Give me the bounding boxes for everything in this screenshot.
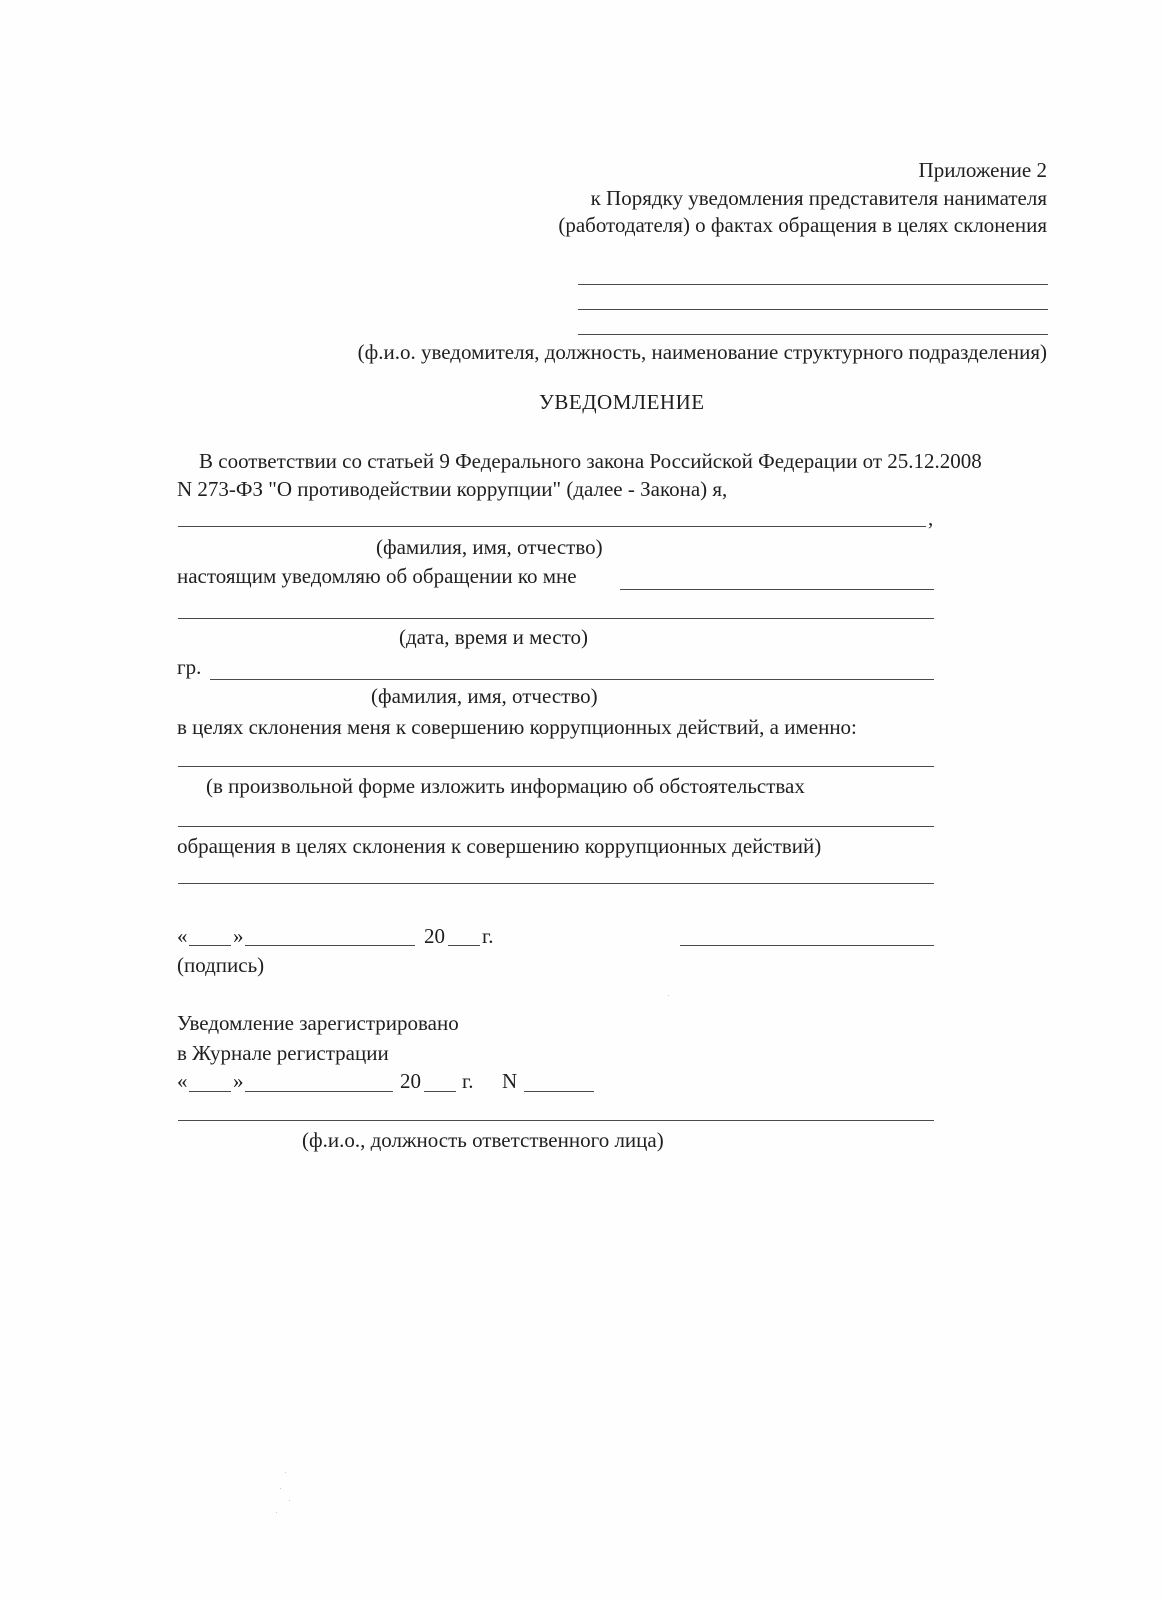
- fio-line-comma: ,: [928, 506, 934, 530]
- details-line-1[interactable]: [178, 766, 934, 767]
- signature-day-field[interactable]: [189, 945, 231, 946]
- intro-line-1: В соответствии со статьей 9 Федерального закона Российской Федерации от 25.12.2008: [199, 449, 982, 473]
- purpose-text: в целях склонения меня к совершению коррупционных действий, а именно:: [177, 715, 857, 739]
- scan-speck: [280, 1488, 281, 1489]
- registration-date-open: «: [177, 1069, 188, 1093]
- details-line-3[interactable]: [178, 883, 934, 884]
- contact-line-1[interactable]: [620, 589, 934, 590]
- free-form-caption-2: обращения в целях склонения к совершению коррупционных действий): [177, 834, 822, 858]
- registration-year-suffix: г.: [462, 1069, 474, 1093]
- scan-speck: [289, 1500, 290, 1501]
- registration-year-prefix: 20: [400, 1069, 421, 1093]
- addressee-line-3[interactable]: [578, 334, 1048, 335]
- intro-line-2: N 273-ФЗ "О противодействии коррупции" (далее - Закона) я,: [177, 477, 728, 501]
- signature-year-field[interactable]: [448, 945, 480, 946]
- fio-line[interactable]: [178, 526, 926, 527]
- signature-caption: (подпись): [177, 953, 265, 977]
- details-line-2[interactable]: [178, 826, 934, 827]
- fio-caption-2: (фамилия, имя, отчество): [371, 684, 598, 708]
- signature-field[interactable]: [680, 945, 934, 946]
- addressee-line-2[interactable]: [578, 309, 1048, 310]
- fio-caption-1: (фамилия, имя, отчество): [376, 535, 603, 559]
- datetime-caption: (дата, время и место): [399, 625, 588, 649]
- gr-fio-line[interactable]: [210, 679, 934, 680]
- addressee-caption: (ф.и.о. уведомителя, должность, наименование структурного подразделения): [357, 340, 1047, 364]
- registration-date-close: »: [233, 1069, 244, 1093]
- registration-line-1: Уведомление зарегистрировано: [177, 1011, 459, 1035]
- registration-month-field[interactable]: [245, 1091, 393, 1092]
- scan-speck: [285, 1472, 286, 1473]
- document-title: УВЕДОМЛЕНИЕ: [539, 390, 705, 414]
- signature-month-field[interactable]: [245, 945, 415, 946]
- signature-year-prefix: 20: [424, 924, 445, 948]
- addressee-line-1[interactable]: [578, 284, 1048, 285]
- registration-line-2: в Журнале регистрации: [177, 1041, 389, 1065]
- header-line-2: (работодателя) о фактах обращения в целях склонения: [558, 213, 1047, 237]
- signature-year-suffix: г.: [482, 924, 494, 948]
- signature-date-close: »: [233, 924, 244, 948]
- scan-speck: [668, 995, 669, 996]
- header-line-1: к Порядку уведомления представителя нанимателя: [590, 186, 1047, 210]
- registration-number-label: N: [502, 1069, 518, 1093]
- signature-date-open: «: [177, 924, 188, 948]
- appendix-label: Приложение 2: [918, 158, 1047, 182]
- free-form-caption-1: (в произвольной форме изложить информацию об обстоятельствах: [206, 774, 805, 798]
- registration-year-field[interactable]: [424, 1091, 456, 1092]
- responsible-person-line[interactable]: [178, 1120, 934, 1121]
- registration-day-field[interactable]: [189, 1091, 231, 1092]
- notify-prefix: настоящим уведомляю об обращении ко мне: [177, 564, 577, 588]
- contact-line-2[interactable]: [178, 618, 934, 619]
- registration-number-field[interactable]: [524, 1091, 594, 1092]
- responsible-person-caption: (ф.и.о., должность ответственного лица): [302, 1128, 664, 1152]
- gr-prefix: гр.: [177, 655, 202, 679]
- scan-speck: [276, 1512, 277, 1513]
